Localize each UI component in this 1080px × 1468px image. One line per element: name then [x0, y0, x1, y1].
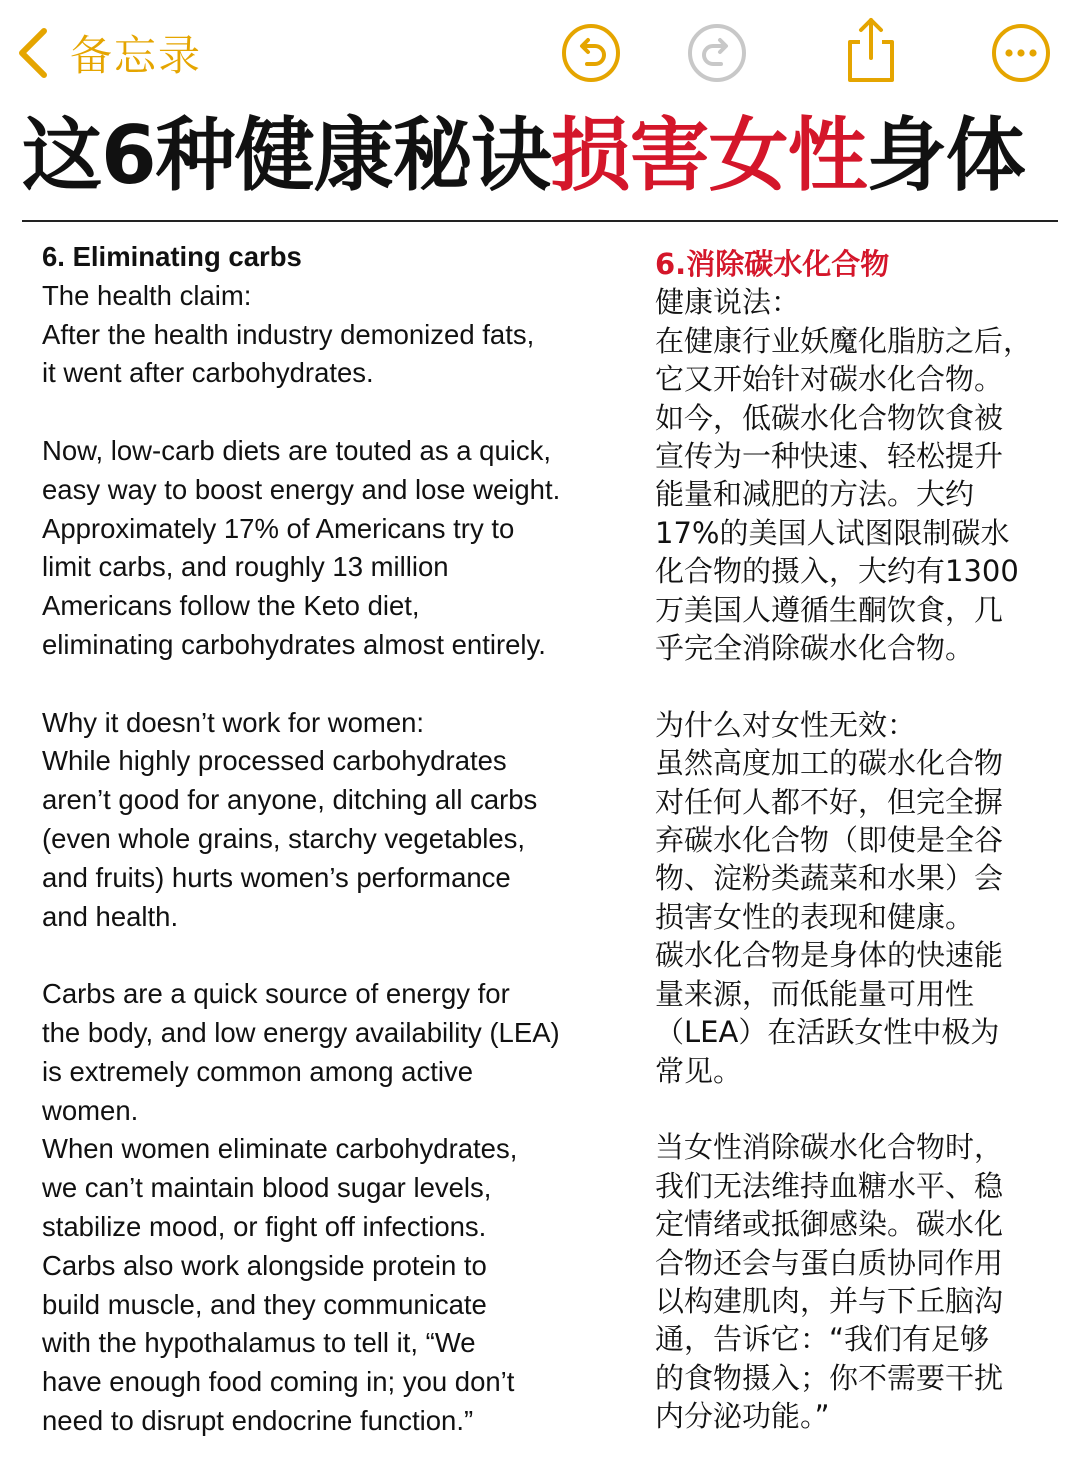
- english-body: [42, 277, 642, 1441]
- chinese-text-line: （LEA）在活跃女性中极为: [655, 1015, 1000, 1050]
- english-text-line: (even whole grains, starchy vegetables,: [42, 822, 526, 854]
- chinese-text-line: 17%的美国人试图限制碳水: [655, 515, 1010, 550]
- english-text-line: Now, low-carb diets are touted as a quick,: [42, 434, 552, 466]
- english-text-line: Carbs are a quick source of energy for: [42, 978, 510, 1010]
- chinese-text-line: 在健康行业妖魔化脂肪之后，: [655, 323, 1033, 358]
- title-part-3: 身体: [866, 109, 1025, 202]
- english-text-line: the body, and low energy availability (LEA): [42, 1016, 560, 1048]
- undo-icon: [560, 22, 622, 84]
- chinese-text-line: 乎完全消除碳水化合物。: [655, 631, 975, 666]
- english-text-line: After the health industry demonized fats,: [42, 318, 535, 350]
- chinese-text-line: 的食物摄入；你不需要干扰: [655, 1360, 1004, 1395]
- english-text-line: When women eliminate carbohydrates,: [42, 1133, 518, 1165]
- chinese-text-line: 常见。: [655, 1053, 743, 1088]
- chinese-text-line: 物、淀粉类蔬菜和水果）会: [655, 861, 1004, 896]
- english-text-line: Why it doesn’t work for women:: [42, 706, 425, 738]
- title-part-red: 损害女性: [550, 109, 867, 202]
- chinese-text-line: 定情绪或抵御感染。碳水化: [655, 1207, 1004, 1242]
- english-text-line: and fruits) hurts women’s performance: [42, 861, 511, 893]
- english-text-line: need to disrupt endocrine function.”: [42, 1404, 474, 1436]
- chinese-text-line: 我们无法维持血糖水平、稳: [655, 1168, 1004, 1203]
- english-column: [42, 238, 642, 1441]
- nav-bar: [0, 0, 1080, 108]
- paragraph-gap: [42, 665, 642, 704]
- chinese-text-line: 对任何人都不好，但完全摒: [655, 784, 1004, 819]
- chinese-text-line: 损害女性的表现和健康。: [655, 899, 975, 934]
- english-text-line: limit carbs, and roughly 13 million: [42, 551, 449, 583]
- more-icon: [990, 22, 1052, 84]
- english-text-line: easy way to boost energy and lose weight.: [42, 473, 561, 505]
- redo-button[interactable]: [686, 22, 748, 84]
- more-button[interactable]: [990, 22, 1052, 84]
- chinese-text-line: 万美国人遵循生酮饮食，几: [655, 592, 1004, 627]
- chinese-text-line: 当女性消除碳水化合物时，: [655, 1130, 1004, 1165]
- chinese-text-line: 量来源，而低能量可用性: [655, 976, 975, 1011]
- chinese-column: [655, 245, 1050, 1436]
- chinese-text-line: 宣传为一种快速、轻松提升: [655, 439, 1004, 474]
- english-text-line: it went after carbohydrates.: [42, 357, 374, 389]
- english-text-line: build muscle, and they communicate: [42, 1288, 487, 1320]
- english-text-line: Carbs also work alongside protein to: [42, 1249, 487, 1281]
- chinese-text-line: 健康说法：: [655, 285, 801, 320]
- chinese-text-line: 为什么对女性无效：: [655, 707, 917, 742]
- share-icon: [840, 16, 902, 84]
- english-heading: 6. Eliminating carbs: [42, 241, 302, 272]
- english-text-line: stabilize mood, or fight off infections.: [42, 1210, 487, 1242]
- chinese-text-line: 弃碳水化合物（即使是全谷: [655, 823, 1004, 858]
- chinese-text-line: 它又开始针对碳水化合物。: [655, 362, 1004, 397]
- english-text-line: While highly processed carbohydrates: [42, 745, 507, 777]
- english-text-line: Americans follow the Keto diet,: [42, 590, 420, 622]
- paragraph-gap: [655, 667, 1050, 705]
- title-part-1: 这6种健康秘诀: [22, 109, 551, 202]
- chinese-heading: 6.消除碳水化合物: [655, 247, 890, 281]
- paragraph-gap: [42, 393, 642, 432]
- back-label: 备忘录: [70, 31, 203, 80]
- paragraph-gap: [42, 936, 642, 975]
- redo-icon: [686, 22, 748, 84]
- back-button[interactable]: [12, 20, 202, 86]
- english-text-line: aren’t good for anyone, ditching all carbs: [42, 784, 538, 816]
- undo-button[interactable]: [560, 22, 622, 84]
- chinese-text-line: 碳水化合物是身体的快速能: [655, 938, 1004, 973]
- chinese-text-line: 合物还会与蛋白质协同作用: [655, 1245, 1004, 1280]
- english-text-line: Approximately 17% of Americans try to: [42, 512, 515, 544]
- english-text-line: and health.: [42, 900, 179, 932]
- english-text-line: with the hypothalamus to tell it, “We: [42, 1327, 476, 1359]
- chinese-text-line: 通，告诉它：“我们有足够: [655, 1322, 990, 1357]
- chinese-text-line: 如今，低碳水化合物饮食被: [655, 400, 1004, 435]
- english-text-line: have enough food coming in; you don’t: [42, 1366, 515, 1398]
- english-text-line: is extremely common among active: [42, 1055, 473, 1087]
- english-text-line: we can’t maintain blood sugar levels,: [42, 1172, 492, 1204]
- chinese-text-line: 能量和减肥的方法。大约: [655, 477, 975, 512]
- english-text-line: eliminating carbohydrates almost entirely.: [42, 628, 546, 660]
- chevron-left-icon: [12, 25, 56, 81]
- chinese-text-line: 虽然高度加工的碳水化合物: [655, 746, 1004, 781]
- chinese-text-line: 化合物的摄入，大约有1300: [655, 554, 1019, 589]
- chinese-body: [655, 283, 1050, 1435]
- note-title: [22, 104, 1062, 208]
- chinese-text-line: 以构建肌肉，并与下丘脑沟: [655, 1283, 1004, 1318]
- english-text-line: The health claim:: [42, 279, 252, 311]
- share-button[interactable]: [840, 16, 902, 78]
- english-text-line: women.: [42, 1094, 139, 1126]
- paragraph-gap: [655, 1090, 1050, 1128]
- divider: [22, 220, 1058, 222]
- chinese-text-line: 内分泌功能。”: [655, 1399, 830, 1434]
